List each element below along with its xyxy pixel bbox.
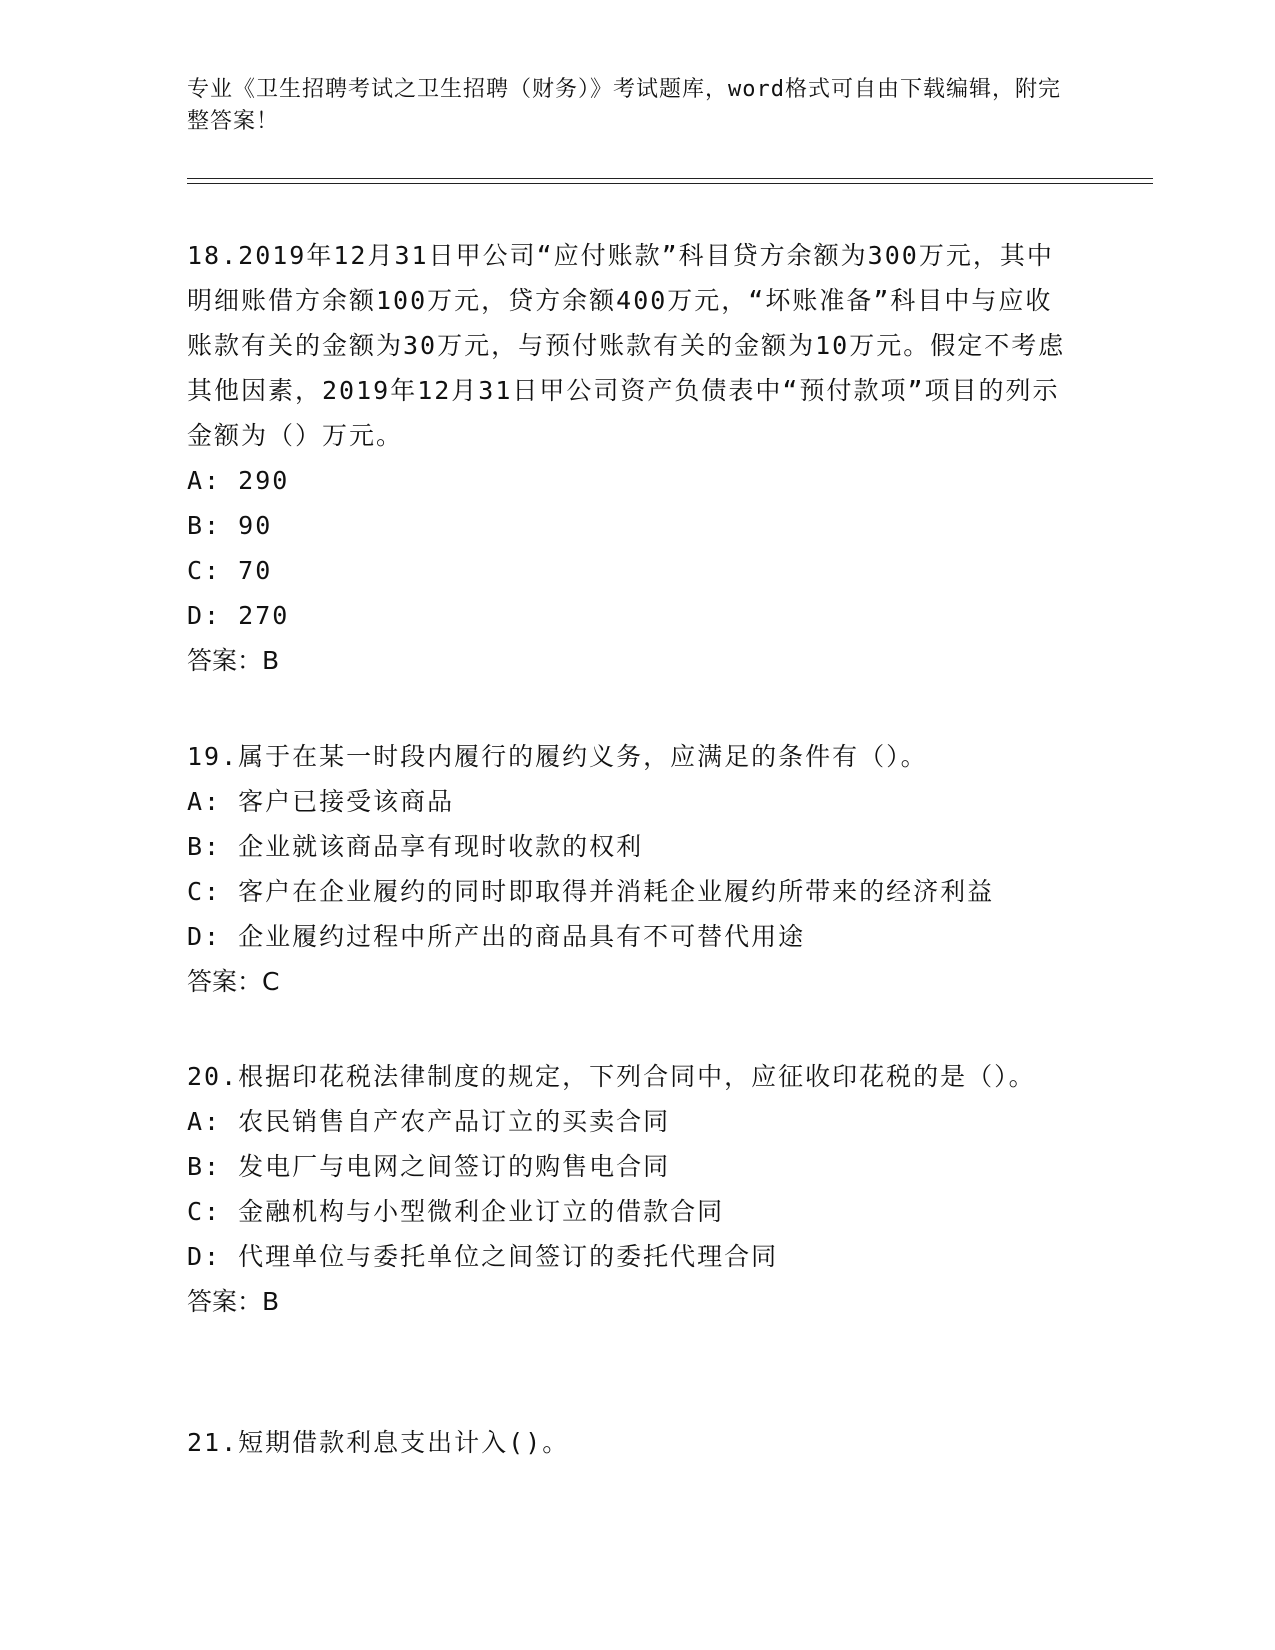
header-divider-bottom bbox=[187, 183, 1153, 184]
question-18 bbox=[187, 233, 1067, 683]
question-text: 21.短期借款利息支出计入()。 bbox=[187, 1428, 570, 1457]
option-b: B: 90 bbox=[187, 511, 273, 540]
question-text: 20.根据印花税法律制度的规定，下列合同中，应征收印花税的是（）。 bbox=[187, 1062, 1036, 1091]
option-c: C: 70 bbox=[187, 556, 273, 585]
option-d: D: 企业履约过程中所产出的商品具有不可替代用途 bbox=[187, 922, 806, 951]
option-a: A: 290 bbox=[187, 466, 290, 495]
question-19 bbox=[187, 734, 1067, 1004]
option-c: C: 金融机构与小型微利企业订立的借款合同 bbox=[187, 1197, 725, 1226]
option-d: D: 270 bbox=[187, 601, 290, 630]
question-20 bbox=[187, 1054, 1067, 1324]
option-d: D: 代理单位与委托单位之间签订的委托代理合同 bbox=[187, 1242, 779, 1271]
answer: 答案：B bbox=[187, 1287, 280, 1316]
header-divider-top bbox=[187, 178, 1153, 179]
option-a: A: 农民销售自产农产品订立的买卖合同 bbox=[187, 1107, 671, 1136]
question-text: 18.2019年12月31日甲公司“应付账款”科目贷方余额为300万元，其中明细账借方余额100万元，贷方余额400万元，“坏账准备”科目中与应收账款有关的金额为30万元，与预付账款有关的金额为10万元。假定不考虑其他因素，2019年12月31日甲公司资产负债表中“预付款项”项目的列示金额为（）万元。 bbox=[187, 241, 1066, 450]
answer: 答案：B bbox=[187, 646, 280, 675]
option-b: B: 发电厂与电网之间签订的购售电合同 bbox=[187, 1152, 671, 1181]
question-21 bbox=[187, 1420, 1067, 1465]
option-b: B: 企业就该商品享有现时收款的权利 bbox=[187, 832, 644, 861]
option-c: C: 客户在企业履约的同时即取得并消耗企业履约所带来的经济利益 bbox=[187, 877, 995, 906]
document-header: 专业《卫生招聘考试之卫生招聘（财务）》考试题库，word格式可自由下载编辑，附完整答案！ bbox=[187, 77, 1061, 134]
question-text: 19.属于在某一时段内履行的履约义务，应满足的条件有（）。 bbox=[187, 742, 928, 771]
answer: 答案：C bbox=[187, 967, 280, 996]
option-a: A: 客户已接受该商品 bbox=[187, 787, 455, 816]
